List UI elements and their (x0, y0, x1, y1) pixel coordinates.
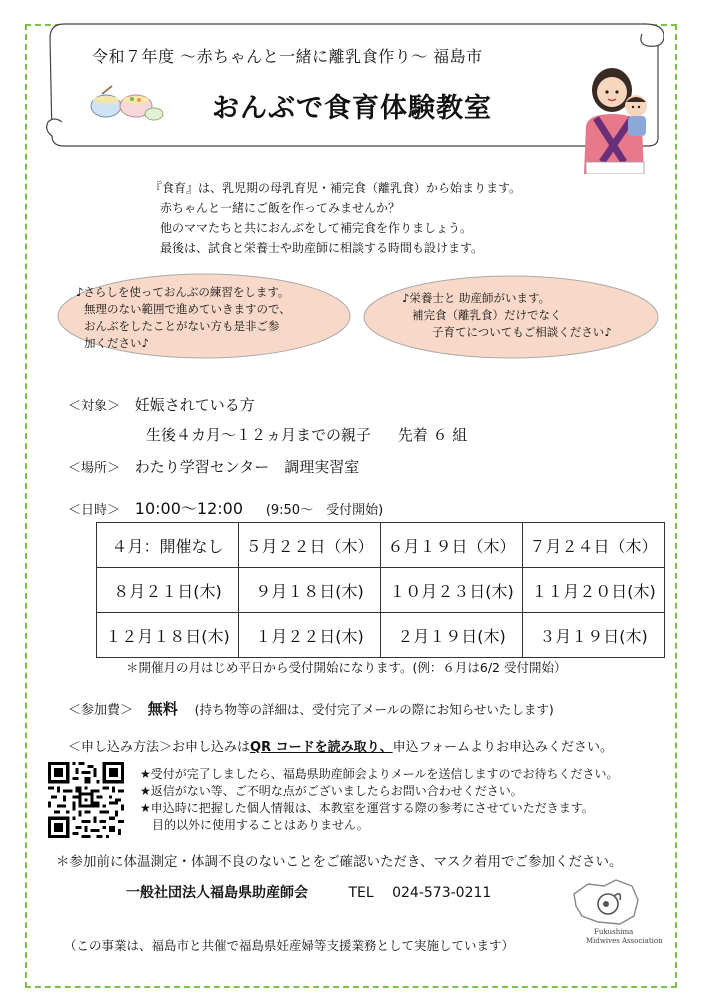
schedule-cell: １１月２０日(木) (523, 568, 665, 613)
schedule-cell: ２月１９日(木) (381, 613, 523, 658)
apply-suffix: 申込フォームよりお申込みください。 (392, 740, 613, 755)
mother-with-baby-illustration (572, 62, 658, 174)
bubble-line: ♪栄養士と 助産師がいます。 (402, 291, 551, 305)
logo-line1: Fukushima (594, 928, 634, 936)
schedule-cell: ５月２２日（木） (239, 523, 381, 568)
schedule-cell: １月２２日(木) (239, 613, 381, 658)
table-row (97, 613, 665, 658)
tel-number: 024-573-0211 (392, 885, 492, 901)
place-label: ＜場所＞ (68, 461, 121, 476)
org-name: 一般社団法人福島県助産師会 (126, 885, 308, 901)
logo-caption (586, 928, 663, 946)
apply-section (68, 736, 613, 755)
footer-note: （この事業は、福島市と共催で福島県妊産婦等支援業務として実施しています） (64, 938, 515, 953)
note-line: ★受付が完了しましたら、福島県助産師会よりメールを送信しますのでお待ちください。 (140, 767, 619, 781)
place-value: わたり学習センター 調理実習室 (134, 458, 360, 476)
schedule-note: ＊開催月の月はじめ平日から受付開始になります。(例：６月は6/2 受付開始） (126, 660, 567, 675)
datetime-label: ＜日時＞ (68, 503, 121, 518)
bubble-line: 子育てについてもご相談ください♪ (432, 325, 612, 339)
schedule-cell: ９月１８日(木) (239, 568, 381, 613)
health-note: ＊参加前に体温測定・体調不良のないことをご確認いただき、マスク着用でご参加ください。 (56, 854, 623, 870)
bubble-line: 補完食（離乳食）だけでなく (412, 308, 562, 322)
intro-text (150, 178, 521, 258)
logo-line2: Midwives Association (586, 937, 663, 945)
qr-code[interactable] (48, 762, 124, 838)
bubble-line: 加ください♪ (84, 336, 149, 350)
bubble-line: 無理のない範囲で進めていきますので、 (84, 302, 291, 316)
datetime-reception: (9:50～ 受付開始) (265, 503, 384, 518)
datetime-section (68, 496, 383, 519)
fee-section (68, 698, 554, 719)
schedule-cell: ６月１９日（木） (381, 523, 523, 568)
fee-label: ＜参加費＞ (68, 703, 134, 718)
apply-prefix: お申し込みは (172, 740, 251, 755)
intro-line: 他のママたちと共におんぶをして補完食を作りましょう。 (160, 221, 473, 235)
table-row (97, 568, 665, 613)
schedule-cell: ４月：開催なし (97, 523, 239, 568)
target-section (68, 394, 255, 415)
fee-value: 無料 (147, 700, 178, 718)
target-line2-row (146, 424, 467, 445)
schedule-cell: １０月２３日(木) (381, 568, 523, 613)
intro-line: 『食育』は、乳児期の母乳育児・補完食（離乳食）から始まります。 (150, 181, 522, 195)
schedule-cell: ８月２１日(木) (97, 568, 239, 613)
fee-note: (持ち物等の詳細は、受付完了メールの際にお知らせいたします) (194, 702, 554, 717)
event-subtitle: 令和７年度 ～赤ちゃんと一緒に離乳食作り～ 福島市 (92, 47, 483, 66)
baby-food-bowls-illustration (88, 80, 164, 124)
tel-label: TEL (348, 885, 374, 901)
place-section (68, 456, 359, 477)
intro-line: 最後は、試食と栄養士や助産師に相談する時間も設けます。 (160, 241, 484, 255)
organization-contact (126, 882, 491, 902)
schedule-table (96, 522, 665, 658)
table-row (97, 523, 665, 568)
schedule-cell: １２月１８日(木) (97, 613, 239, 658)
datetime-time: 10:00～12:00 (134, 499, 244, 518)
application-notes (140, 766, 619, 834)
bubble-left-text (76, 284, 291, 352)
target-label: ＜対象＞ (68, 399, 121, 414)
page-title: おんぶで食育体験教室 (212, 93, 492, 124)
schedule-cell: ３月１９日(木) (523, 613, 665, 658)
target-line1: 妊娠されている方 (134, 396, 255, 414)
schedule-cell: ７月２４日（木） (523, 523, 665, 568)
target-line2: 生後４カ月～１２ヵ月までの親子 (146, 426, 372, 444)
apply-label: ＜申し込み方法＞ (68, 740, 173, 755)
bubble-right-text (402, 290, 612, 341)
target-capacity: 先着 ６ 組 (397, 426, 468, 444)
note-line: 目的以外に使用することはありません。 (152, 818, 369, 832)
apply-qr-instruction: QR コードを読み取り、 (250, 740, 393, 755)
intro-line: 赤ちゃんと一緒にご飯を作ってみませんか？ (160, 201, 401, 215)
note-line: ★申込時に把握した個人情報は、本教室を運営する際の参考にさせていただきます。 (140, 801, 594, 815)
bubble-line: おんぶをしたことがない方も是非ご参 (84, 319, 280, 333)
bubble-line: ♪さらしを使っておんぶの練習をします。 (76, 285, 290, 299)
note-line: ★返信がない等、ご不明な点がございましたらお問い合わせください。 (140, 784, 523, 798)
